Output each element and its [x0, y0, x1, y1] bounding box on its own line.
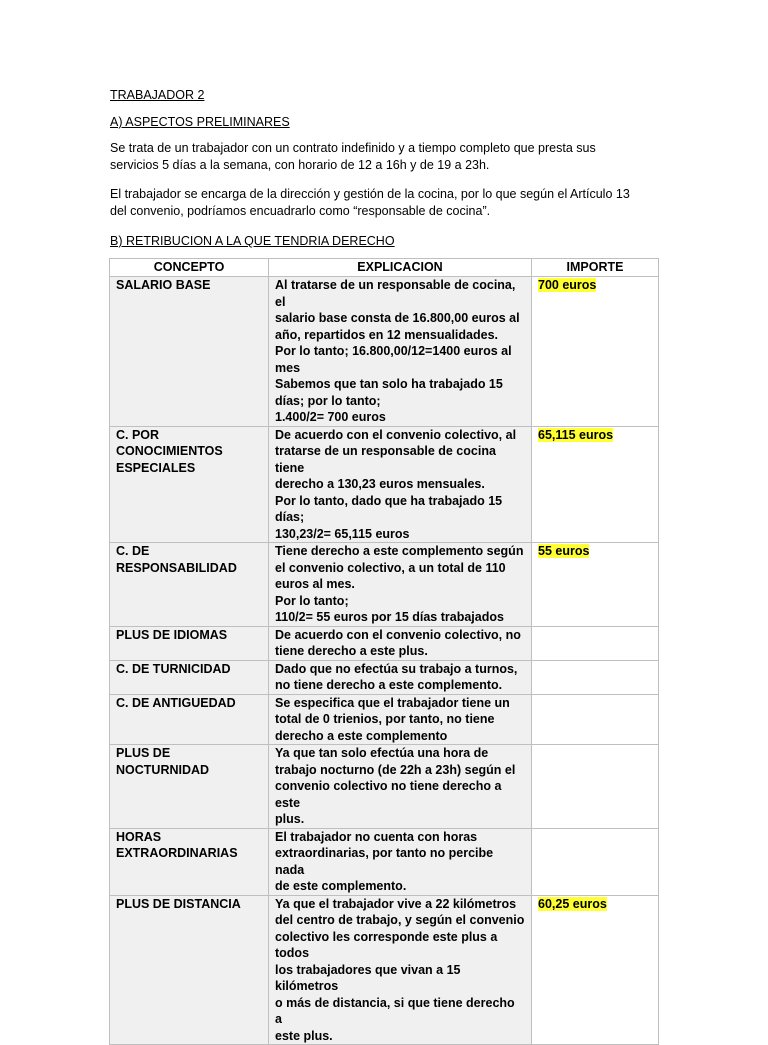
explanation-line: plus.: [275, 812, 305, 826]
explanation-line: Por lo tanto, dado que ha trabajado 15: [275, 493, 503, 508]
table-row: [110, 626, 659, 660]
concept-cell: [110, 426, 269, 543]
explanation-line: extraordinarias, por tanto no percibe nada: [275, 846, 494, 877]
explanation-line: convenio colectivo no tiene derecho a este: [275, 779, 502, 810]
explanation-line: Por lo tanto; 16.800,00/12=1400 euros al: [275, 344, 512, 358]
explanation-line: Sabemos que tan solo ha trabajado 15: [275, 377, 503, 391]
explanation-line: Dado que no efectúa su trabajo a turnos,: [275, 661, 518, 676]
explanation-line: año, repartidos en 12 mensualidades.: [275, 327, 498, 342]
concept-line: PLUS DE NOCTURNIDAD: [116, 746, 210, 777]
explanation-line: Ya que tan solo efectúa una hora de: [275, 746, 489, 760]
concept-cell: [110, 828, 269, 895]
concept-line: HORAS: [116, 829, 162, 844]
explanation-line: tiene derecho a este plus.: [275, 644, 428, 658]
concept-line: PLUS DE IDIOMAS: [116, 627, 228, 642]
explanation-line: días;: [275, 510, 305, 524]
explanation-cell: [269, 277, 532, 427]
concept-line: PLUS DE DISTANCIA: [116, 896, 241, 911]
table-row: [110, 426, 659, 543]
explanation-cell: [269, 626, 532, 660]
table-row: [110, 277, 659, 427]
explanation-line: mes: [275, 360, 301, 375]
explanation-line: trabajo nocturno (de 22h a 23h) según el: [275, 762, 516, 777]
amount-cell: [532, 895, 659, 1045]
explanation-cell: [269, 828, 532, 895]
paragraph-line: del convenio, podríamos encuadrarlo como “responsable de cocina”.: [110, 203, 491, 218]
explanation-line: 110/2= 55 euros por 15 días trabajados: [275, 610, 504, 624]
concept-cell: [110, 694, 269, 745]
explanation-cell: [269, 660, 532, 694]
document-title: TRABAJADOR 2: [110, 88, 205, 102]
table-body: [110, 277, 659, 1045]
explanation-line: o más de distancia, si que tiene derecho a: [275, 995, 515, 1026]
explanation-line: Tiene derecho a este complemento según: [275, 544, 524, 558]
explanation-line: 1.400/2= 700 euros: [275, 410, 386, 424]
paragraph-line: El trabajador se encarga de la dirección y gestión de la cocina, por lo que según el Artículo 13: [110, 187, 630, 201]
concept-cell: [110, 626, 269, 660]
explanation-line: total de 0 trienios, por tanto, no tiene: [275, 712, 495, 726]
concept-cell: [110, 277, 269, 427]
section-b-heading: B) RETRIBUCION A LA QUE TENDRIA DERECHO: [110, 234, 395, 248]
explanation-line: el convenio colectivo, a un total de 110: [275, 560, 506, 575]
concept-cell: [110, 660, 269, 694]
explanation-line: El trabajador no cuenta con horas: [275, 829, 478, 844]
concept-line: C. DE TURNICIDAD: [116, 661, 231, 676]
explanation-line: De acuerdo con el convenio colectivo, al: [275, 427, 517, 442]
amount-cell: [532, 626, 659, 660]
header-importe: IMPORTE: [532, 259, 659, 277]
amount-cell: [532, 426, 659, 543]
concept-line: SALARIO BASE: [116, 278, 211, 292]
explanation-cell: [269, 694, 532, 745]
explanation-line: euros al mes.: [275, 577, 355, 591]
explanation-cell: [269, 895, 532, 1045]
concept-line: C. DE ANTIGUEDAD: [116, 695, 236, 710]
table-row: [110, 895, 659, 1045]
amount-cell: [532, 828, 659, 895]
amount-value: 700 euros: [538, 278, 597, 292]
table-header-row: [110, 259, 659, 277]
amount-value: 60,25 euros: [538, 896, 607, 911]
table-row: [110, 694, 659, 745]
concept-line: ESPECIALES: [116, 460, 196, 475]
retribution-table: [109, 258, 659, 1045]
paragraph-line: Se trata de un trabajador con un contrato indefinido y a tiempo completo que presta sus: [110, 141, 596, 155]
explanation-line: Se especifica que el trabajador tiene un: [275, 695, 510, 710]
paragraph-line: servicios 5 días a la semana, con horario de 12 a 16h y de 19 a 23h.: [110, 157, 490, 172]
table-row: [110, 543, 659, 627]
section-a-paragraph-1: [110, 140, 650, 173]
section-a-paragraph-2: [110, 186, 650, 219]
table-row: [110, 745, 659, 829]
explanation-line: salario base consta de 16.800,00 euros al: [275, 311, 520, 325]
amount-cell: [532, 277, 659, 427]
explanation-line: del centro de trabajo, y según el convenio: [275, 913, 525, 927]
explanation-line: colectivo les corresponde este plus a todos: [275, 929, 498, 960]
concept-cell: [110, 543, 269, 627]
concept-line: C. POR: [116, 427, 160, 442]
section-a-heading: A) ASPECTOS PRELIMINARES: [110, 115, 290, 129]
amount-value: 55 euros: [538, 544, 590, 558]
concept-line: CONOCIMIENTOS: [116, 444, 223, 458]
table-row: [110, 828, 659, 895]
explanation-line: de este complemento.: [275, 879, 407, 893]
explanation-line: Al tratarse de un responsable de cocina, el: [275, 278, 516, 309]
explanation-line: Ya que el trabajador vive a 22 kilómetros: [275, 896, 517, 911]
concept-line: RESPONSABILIDAD: [116, 560, 237, 575]
explanation-line: De acuerdo con el convenio colectivo, no: [275, 627, 521, 642]
amount-cell: [532, 745, 659, 829]
explanation-line: tratarse de un responsable de cocina tiene: [275, 444, 496, 475]
table-row: [110, 660, 659, 694]
amount-cell: [532, 660, 659, 694]
header-concepto: CONCEPTO: [110, 259, 269, 277]
explanation-cell: [269, 426, 532, 543]
concept-line: C. DE: [116, 544, 150, 558]
explanation-line: derecho a este complemento: [275, 728, 448, 743]
explanation-cell: [269, 745, 532, 829]
concept-line: EXTRAORDINARIAS: [116, 846, 238, 860]
concept-cell: [110, 745, 269, 829]
concept-cell: [110, 895, 269, 1045]
explanation-line: días; por lo tanto;: [275, 393, 381, 408]
amount-cell: [532, 543, 659, 627]
explanation-line: Por lo tanto;: [275, 593, 349, 608]
amount-value: 65,115 euros: [538, 427, 614, 442]
explanation-line: 130,23/2= 65,115 euros: [275, 526, 410, 541]
explanation-line: este plus.: [275, 1028, 333, 1043]
explanation-cell: [269, 543, 532, 627]
explanation-line: los trabajadores que vivan a 15 kilómetros: [275, 962, 461, 993]
header-explicacion: EXPLICACION: [269, 259, 532, 277]
explanation-line: derecho a 130,23 euros mensuales.: [275, 477, 485, 491]
amount-cell: [532, 694, 659, 745]
explanation-line: no tiene derecho a este complemento.: [275, 678, 503, 692]
